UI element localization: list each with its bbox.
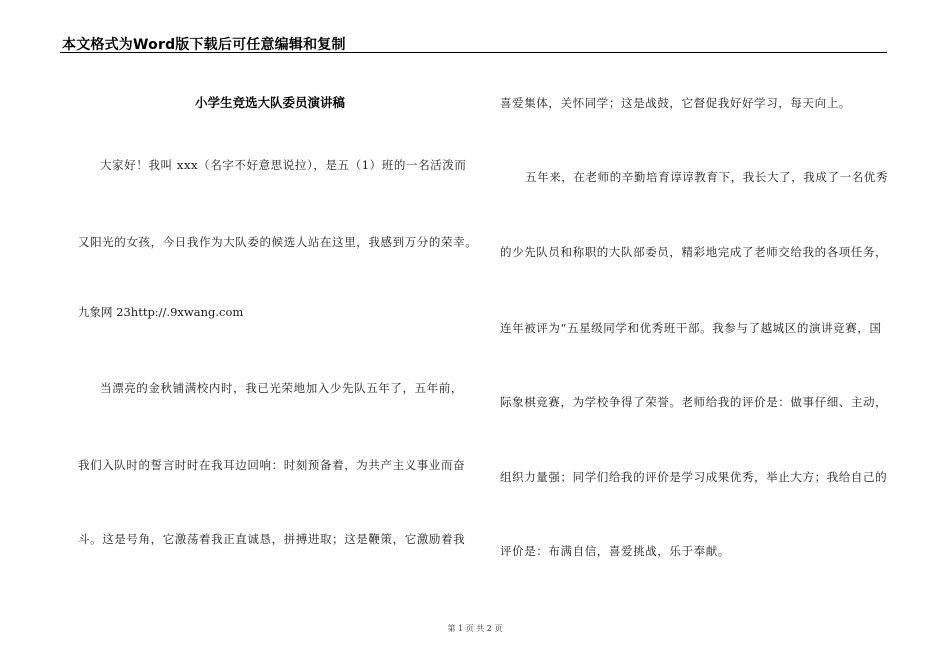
paragraph-line: 我们入队时的誓言时时在我耳边回响：时刻预备着，为共产主义事业而奋 (78, 458, 466, 472)
page-indicator: 第 1 页 共 2 页 (447, 624, 503, 633)
header-divider (60, 52, 887, 53)
document-title: 小学生竞选大队委员演讲稿 (194, 95, 345, 110)
paragraph-line: 组织力量强；同学们给我的评价是学习成果优秀，举止大方；我给自己的 (500, 470, 888, 484)
paragraph-line: 的少先队员和称职的大队部委员，精彩地完成了老师交给我的各项任务， (500, 245, 888, 259)
paragraph-line: 评价是：布满自信，喜爱挑战，乐于奉献。 (500, 544, 730, 558)
paragraph-line: 当漂亮的金秋铺满校内时，我已光荣地加入少先队五年了，五年前， (100, 381, 463, 395)
paragraph-line: 大家好！我叫 xxx（名字不好意思说拉），是五（1）班的一名活泼而 (100, 158, 467, 172)
header-title: 本文格式为Word版下载后可任意编辑和复制 (62, 37, 346, 53)
paragraph-line: 又阳光的女孩，今日我作为大队委的候选人站在这里，我感到万分的荣幸。 (78, 235, 478, 249)
paragraph-line: 喜爱集体，关怀同学；这是战鼓，它督促我好好学习，每天向上。 (500, 96, 851, 110)
paragraph-line: 连年被评为“五星级同学和优秀班干部。我参与了越城区的演讲竞赛，国 (500, 321, 882, 335)
paragraph-line: 九象网 23http://.9xwang.com (78, 305, 244, 319)
paragraph-line: 斗。这是号角，它激荡着我正直诚恳，拼搏进取；这是鞭策，它激励着我 (78, 532, 466, 546)
paragraph-line: 五年来，在老师的辛勤培育谆谆教育下，我长大了，我成了一名优秀 (525, 170, 888, 184)
paragraph-line: 际象棋竞赛，为学校争得了荣誉。老师给我的评价是：做事仔细、主动， (500, 395, 888, 409)
